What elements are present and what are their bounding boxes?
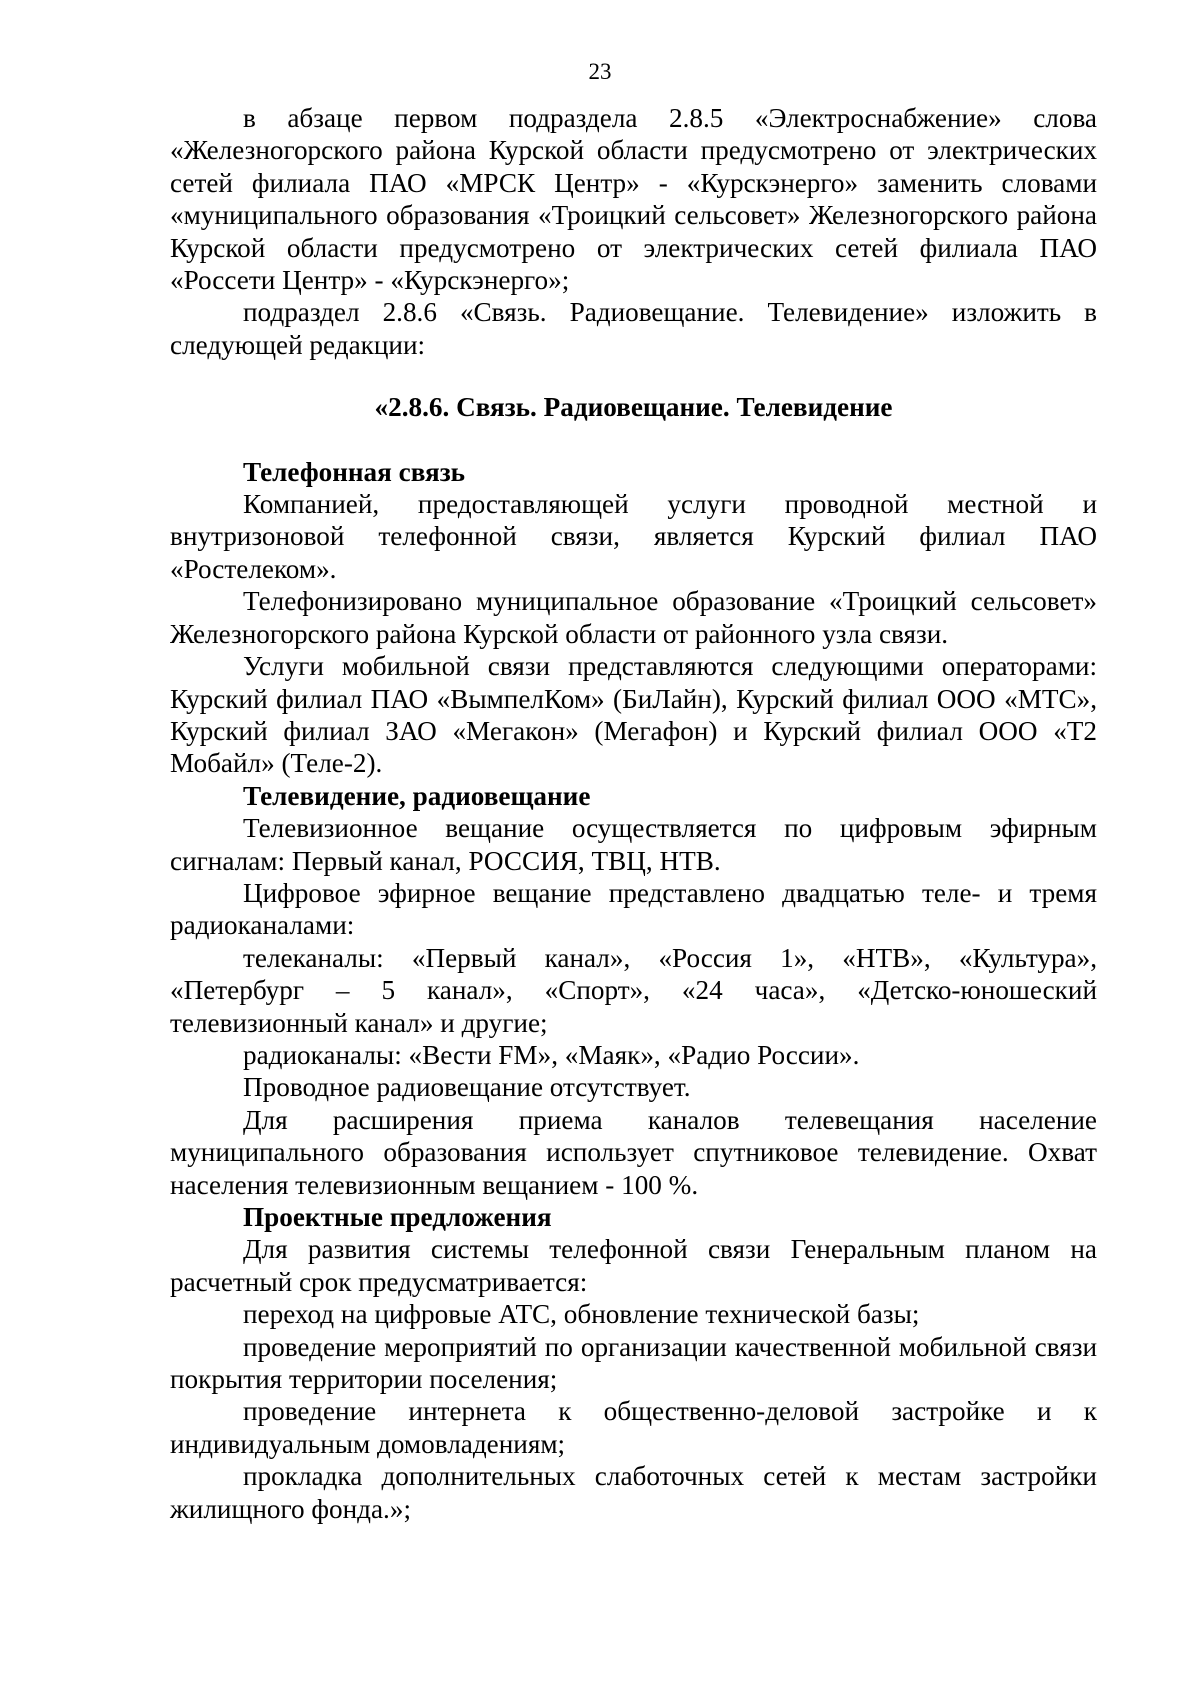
subheading-proposals: Проектные предложения [243,1202,552,1232]
paragraph-mobile-coverage: проведение мероприятий по организации качественной мобильной связи покрытия территории поселения; [170,1331,1097,1395]
paragraph-telephonization: Телефонизировано муниципальное образование «Троицкий сельсовет» Железногорского района Курской области от районного узла связи. [170,586,1097,649]
paragraph-low-current-networks: прокладка дополнительных слаботочных сетей к местам застройки жилищного фонда.»; [170,1461,1097,1524]
section-heading: «2.8.6. Связь. Радиовещание. Телевидение [374,392,893,423]
paragraph-internet: проведение интернета к общественно-деловой застройке и к индивидуальным домовладениям; [170,1396,1097,1459]
paragraph-communication-amendment: подраздел 2.8.6 «Связь. Радиовещание. Телевидение» изложить в следующей редакции: [170,297,1097,360]
paragraph-telephone-provider: Компанией, предоставляющей услуги проводной местной и внутризоновой телефонной связи, является Курский филиал ПАО «Ростелеком». [170,489,1097,584]
paragraph-digital-broadcast: Цифровое эфирное вещание представлено двадцатью теле- и тремя радиоканалами: [170,877,1097,941]
paragraph-tv-channels: телеканалы: «Первый канал», «Россия 1», «НТВ», «Культура», «Петербург – 5 канал», «Спорт», «24 часа», «Детско-юношеский телевизионный канал» и другие; [170,942,1097,1038]
paragraph-electricity-amendment: в абзаце первом подраздела 2.8.5 «Электроснабжение» слова «Железногорского района Курской области предусмотрено от электрических сетей филиала ПАО «МРСК Центр» - «Курскэнерго» заменить словами «муниципального образования «Троицкий сельсовет» Железногорского района Курской области предусмотрено от электрических сетей филиала ПАО «Россети Центр» - «Курскэнерго»; [170,103,1097,296]
paragraph-satellite-tv: Для расширения приема каналов телевещания население муниципального образования использует спутниковое телевидение. Охват населения телевизионным вещанием - 100 %. [170,1104,1097,1200]
subheading-telephone: Телефонная связь [243,456,466,487]
paragraph-mobile-operators: Услуги мобильной связи представляются следующими операторами: Курский филиал ПАО «ВымпелКом» (БиЛайн), Курский филиал ООО «МТС», Курский филиал ЗАО «Мегакон» (Мегафон) и Курский филиал ООО «Т2 Мобайл» (Теле-2). [170,651,1097,779]
page-number: 23 [588,59,612,84]
subheading-tv-radio: Телевидение, радиовещание [243,780,591,811]
paragraph-tv-broadcast: Телевизионное вещание осуществляется по цифровым эфирным сигналам: Первый канал, РОССИЯ, ТВЦ, НТВ. [170,813,1097,876]
document-body [170,102,1097,1525]
paragraph-wired-radio: Проводное радиовещание отсутствует. [243,1072,691,1103]
paragraph-digital-ats: переход на цифровые АТС, обновление технической базы; [243,1299,920,1330]
paragraph-proposals-intro: Для развития системы телефонной связи Генеральным планом на расчетный срок предусматривается: [170,1234,1097,1297]
paragraph-radio-channels: радиоканалы: «Вести FM», «Маяк», «Радио России». [243,1039,860,1070]
